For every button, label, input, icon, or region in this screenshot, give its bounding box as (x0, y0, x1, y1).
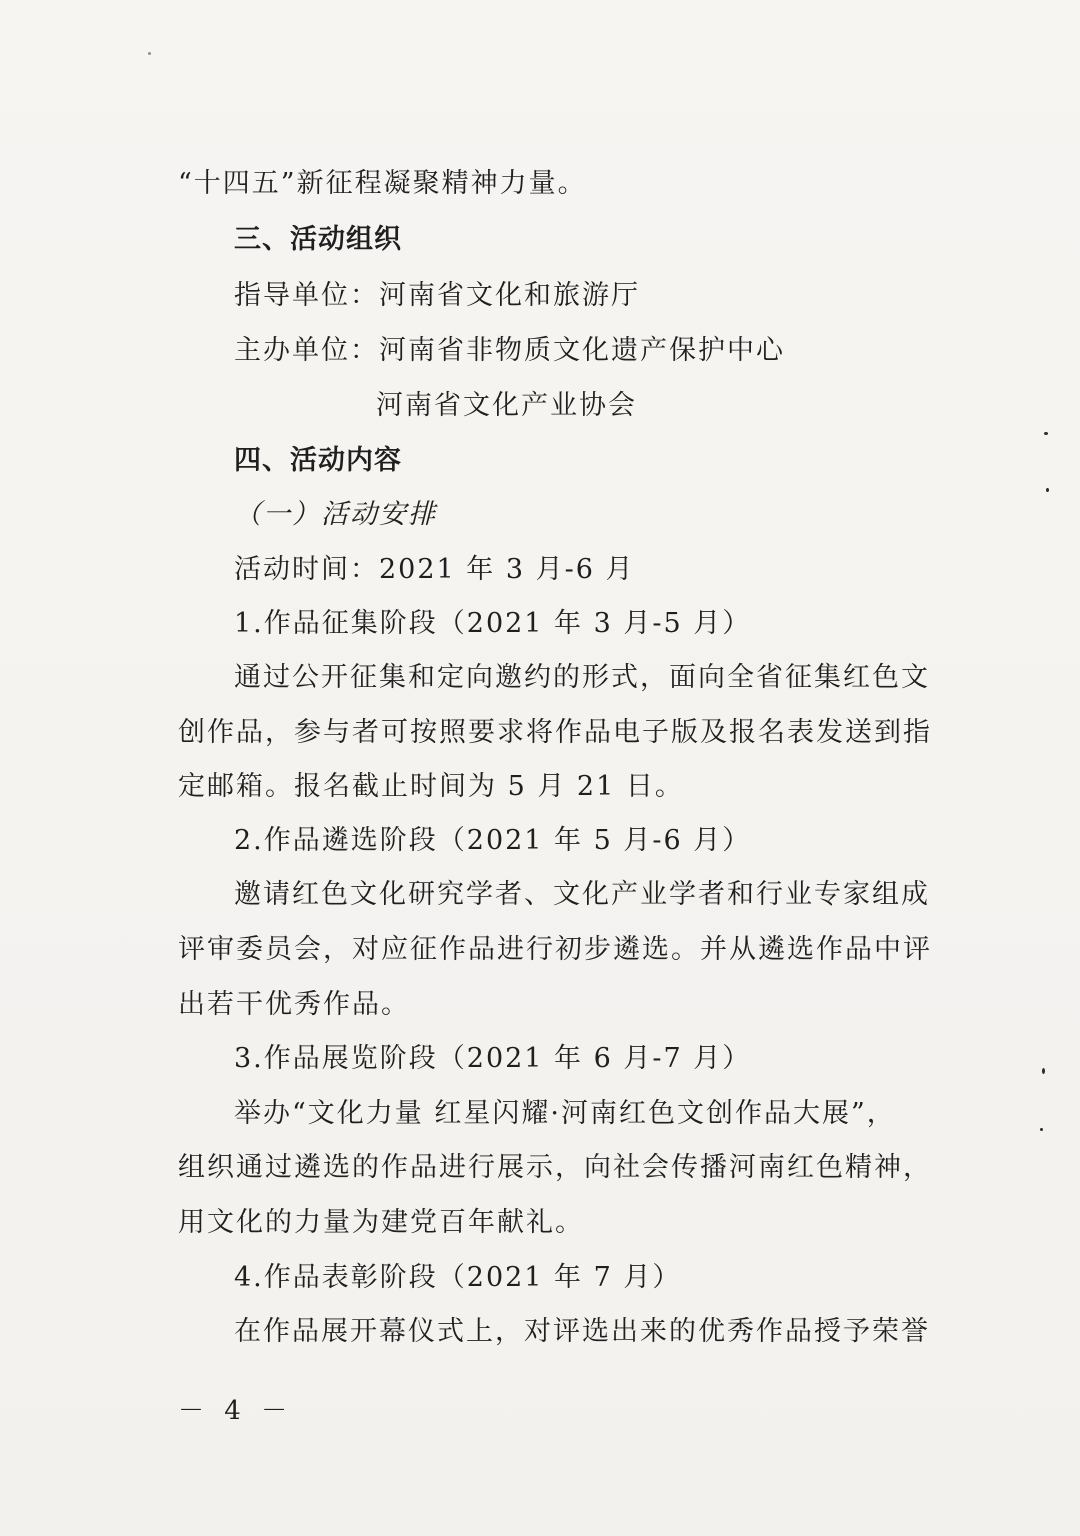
stage-2-text-1: 邀请红色文化研究学者、文化产业学者和行业专家组成 (234, 879, 930, 910)
stage-1-heading: 1.作品征集阶段（2021 年 3 月-5 月） (234, 608, 752, 639)
section-heading-3: 三、活动组织 (234, 224, 402, 255)
stage-3-text-2: 组织通过遴选的作品进行展示，向社会传播河南红色精神， (178, 1152, 932, 1183)
stage-3-text-1: 举办“文化力量 红星闪耀·河南红色文创作品大展”， (234, 1098, 896, 1129)
text-line-1: “十四五”新征程凝聚精神力量。 (178, 168, 587, 199)
scan-speck (1044, 432, 1048, 435)
stage-2-heading: 2.作品遴选阶段（2021 年 5 月-6 月） (234, 825, 752, 856)
stage-1-text-3: 定邮箱。报名截止时间为 5 月 21 日。 (178, 771, 684, 802)
stage-4-text-1: 在作品展开幕仪式上，对评选出来的优秀作品授予荣誉 (234, 1316, 930, 1347)
stage-4-heading: 4.作品表彰阶段（2021 年 7 月） (234, 1262, 682, 1293)
activity-time-line: 活动时间：2021 年 3 月-6 月 (234, 554, 635, 585)
scan-speck (148, 52, 151, 55)
guiding-unit-line: 指导单位：河南省文化和旅游厅 (234, 280, 640, 311)
host-unit-line: 主办单位：河南省非物质文化遗产保护中心 (234, 335, 785, 366)
scan-speck (1042, 1068, 1045, 1074)
stage-1-text-2: 创作品，参与者可按照要求将作品电子版及报名表发送到指 (178, 717, 932, 748)
scan-speck (1040, 1128, 1043, 1131)
stage-2-text-3: 出若干优秀作品。 (178, 989, 410, 1020)
scan-speck (1046, 488, 1049, 492)
stage-2-text-2: 评审委员会，对应征作品进行初步遴选。并从遴选作品中评 (178, 934, 932, 965)
subsection-heading-1: （一）活动安排 (234, 499, 437, 530)
stage-3-heading: 3.作品展览阶段（2021 年 6 月-7 月） (234, 1043, 752, 1074)
stage-1-text-1: 通过公开征集和定向邀约的形式，面向全省征集红色文 (234, 662, 930, 693)
section-heading-4: 四、活动内容 (234, 445, 402, 476)
host-unit-line-2: 河南省文化产业协会 (376, 390, 637, 421)
page-number: － 4 － (178, 1396, 294, 1426)
stage-3-text-3: 用文化的力量为建党百年献礼。 (178, 1207, 584, 1238)
